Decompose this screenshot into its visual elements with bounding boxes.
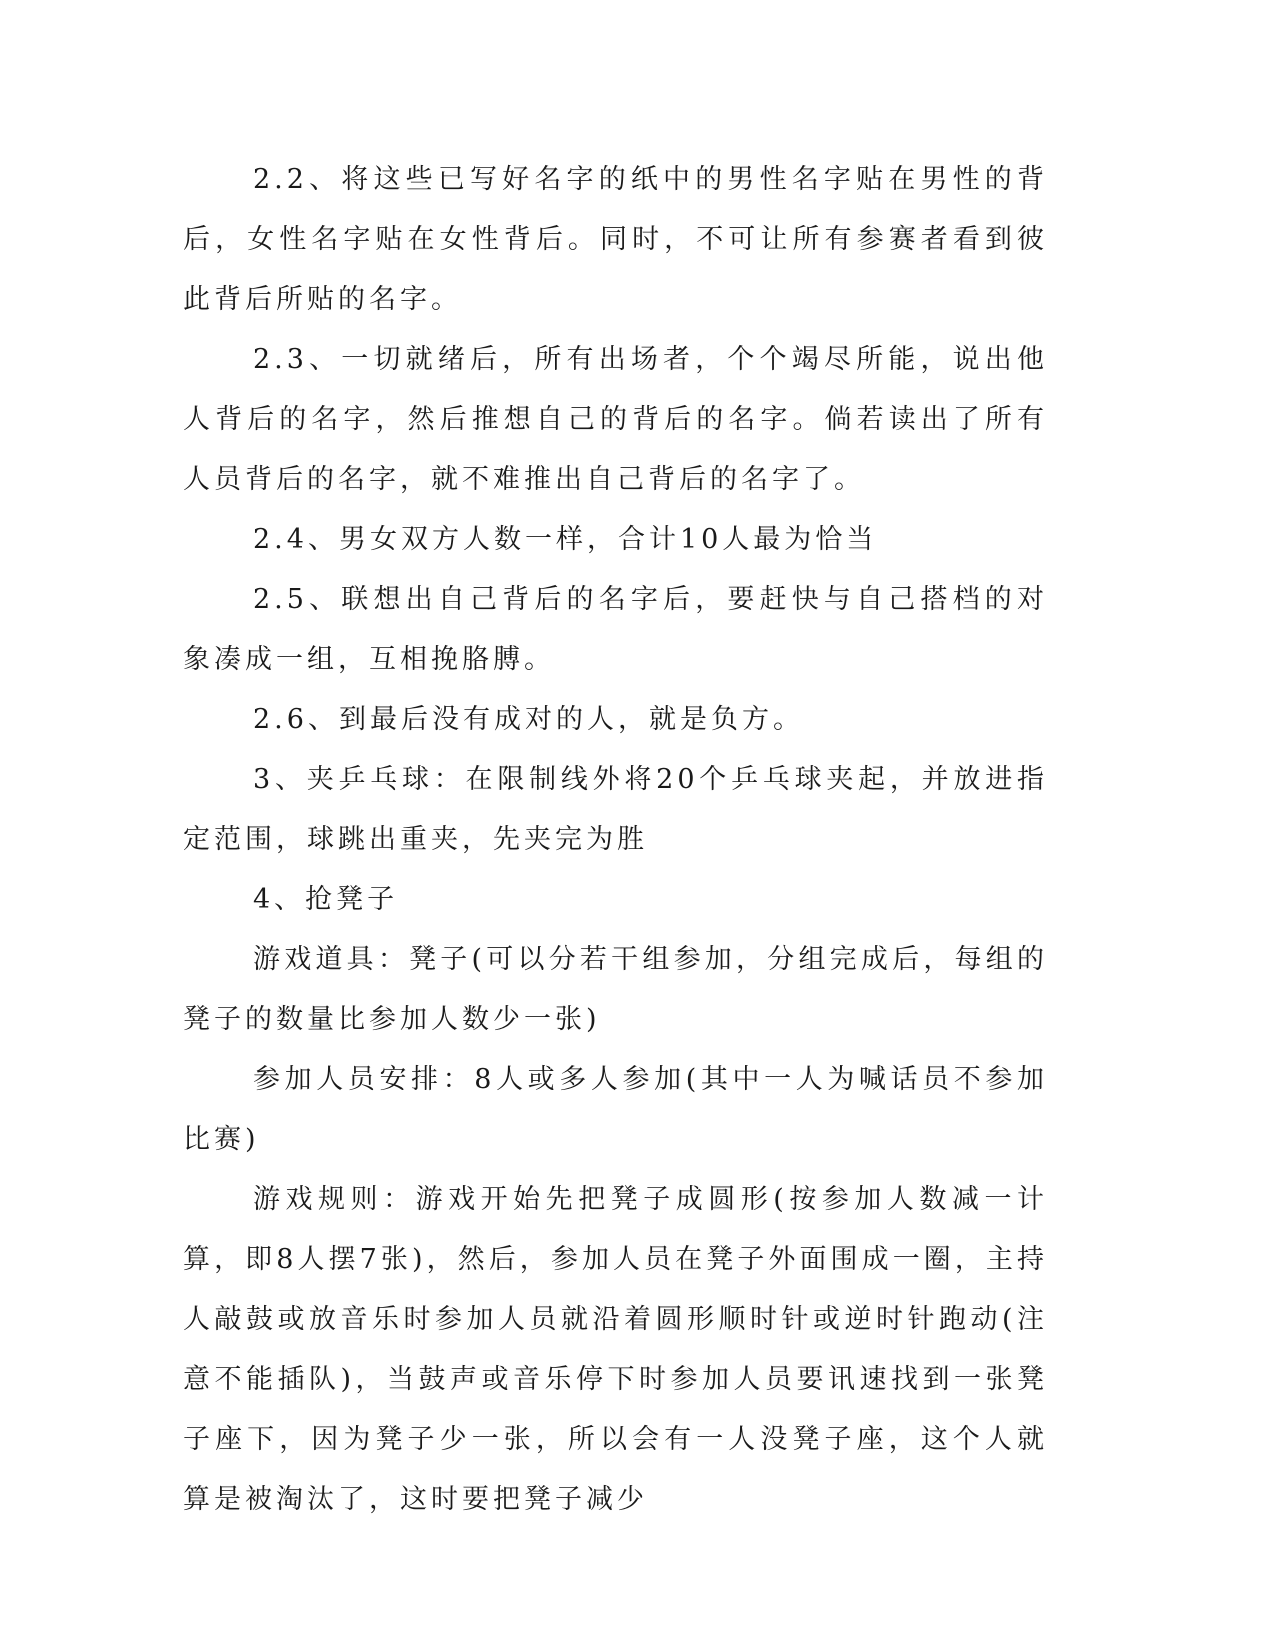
paragraph-2-3: 2.3、一切就绪后，所有出场者，个个竭尽所能，说出他人背后的名字，然后推想自己的背后的名字。倘若读出了所有人员背后的名字，就不难推出自己背后的名字了。 bbox=[183, 344, 1048, 495]
paragraph-2-2: 2.2、将这些已写好名字的纸中的男性名字贴在男性的背后，女性名字贴在女性背后。同时，不可让所有参赛者看到彼此背后所贴的名字。 bbox=[183, 164, 1048, 315]
paragraph-2-5: 2.5、联想出自己背后的名字后，要赶快与自己搭档的对象凑成一组，互相挽胳膊。 bbox=[183, 584, 1048, 675]
paragraph-game-rules: 游戏规则：游戏开始先把凳子成圆形(按参加人数减一计算，即8人摆7张)，然后，参加人员在凳子外面围成一圈，主持人敲鼓或放音乐时参加人员就沿着圆形顺时针或逆时针跑动(注意不能插队)，当鼓声或音乐停下时参加人员要讯速找到一张凳子座下，因为凳子少一张，所以会有一人没凳子座，这个人就算是被淘汰了，这时要把凳子减少 bbox=[183, 1184, 1048, 1515]
document-body bbox=[183, 150, 1048, 1530]
paragraph-3: 3、夹乒乓球：在限制线外将20个乒乓球夹起，并放进指定范围，球跳出重夹，先夹完为胜 bbox=[183, 764, 1048, 855]
paragraph-2-4: 2.4、男女双方人数一样，合计10人最为恰当 bbox=[253, 524, 878, 555]
paragraph-2-6: 2.6、到最后没有成对的人，就是负方。 bbox=[253, 704, 804, 735]
paragraph-4-heading: 4、抢凳子 bbox=[253, 884, 399, 915]
paragraph-participants: 参加人员安排：8人或多人参加(其中一人为喊话员不参加比赛) bbox=[183, 1064, 1048, 1155]
paragraph-game-props: 游戏道具：凳子(可以分若干组参加，分组完成后，每组的凳子的数量比参加人数少一张) bbox=[183, 944, 1048, 1035]
